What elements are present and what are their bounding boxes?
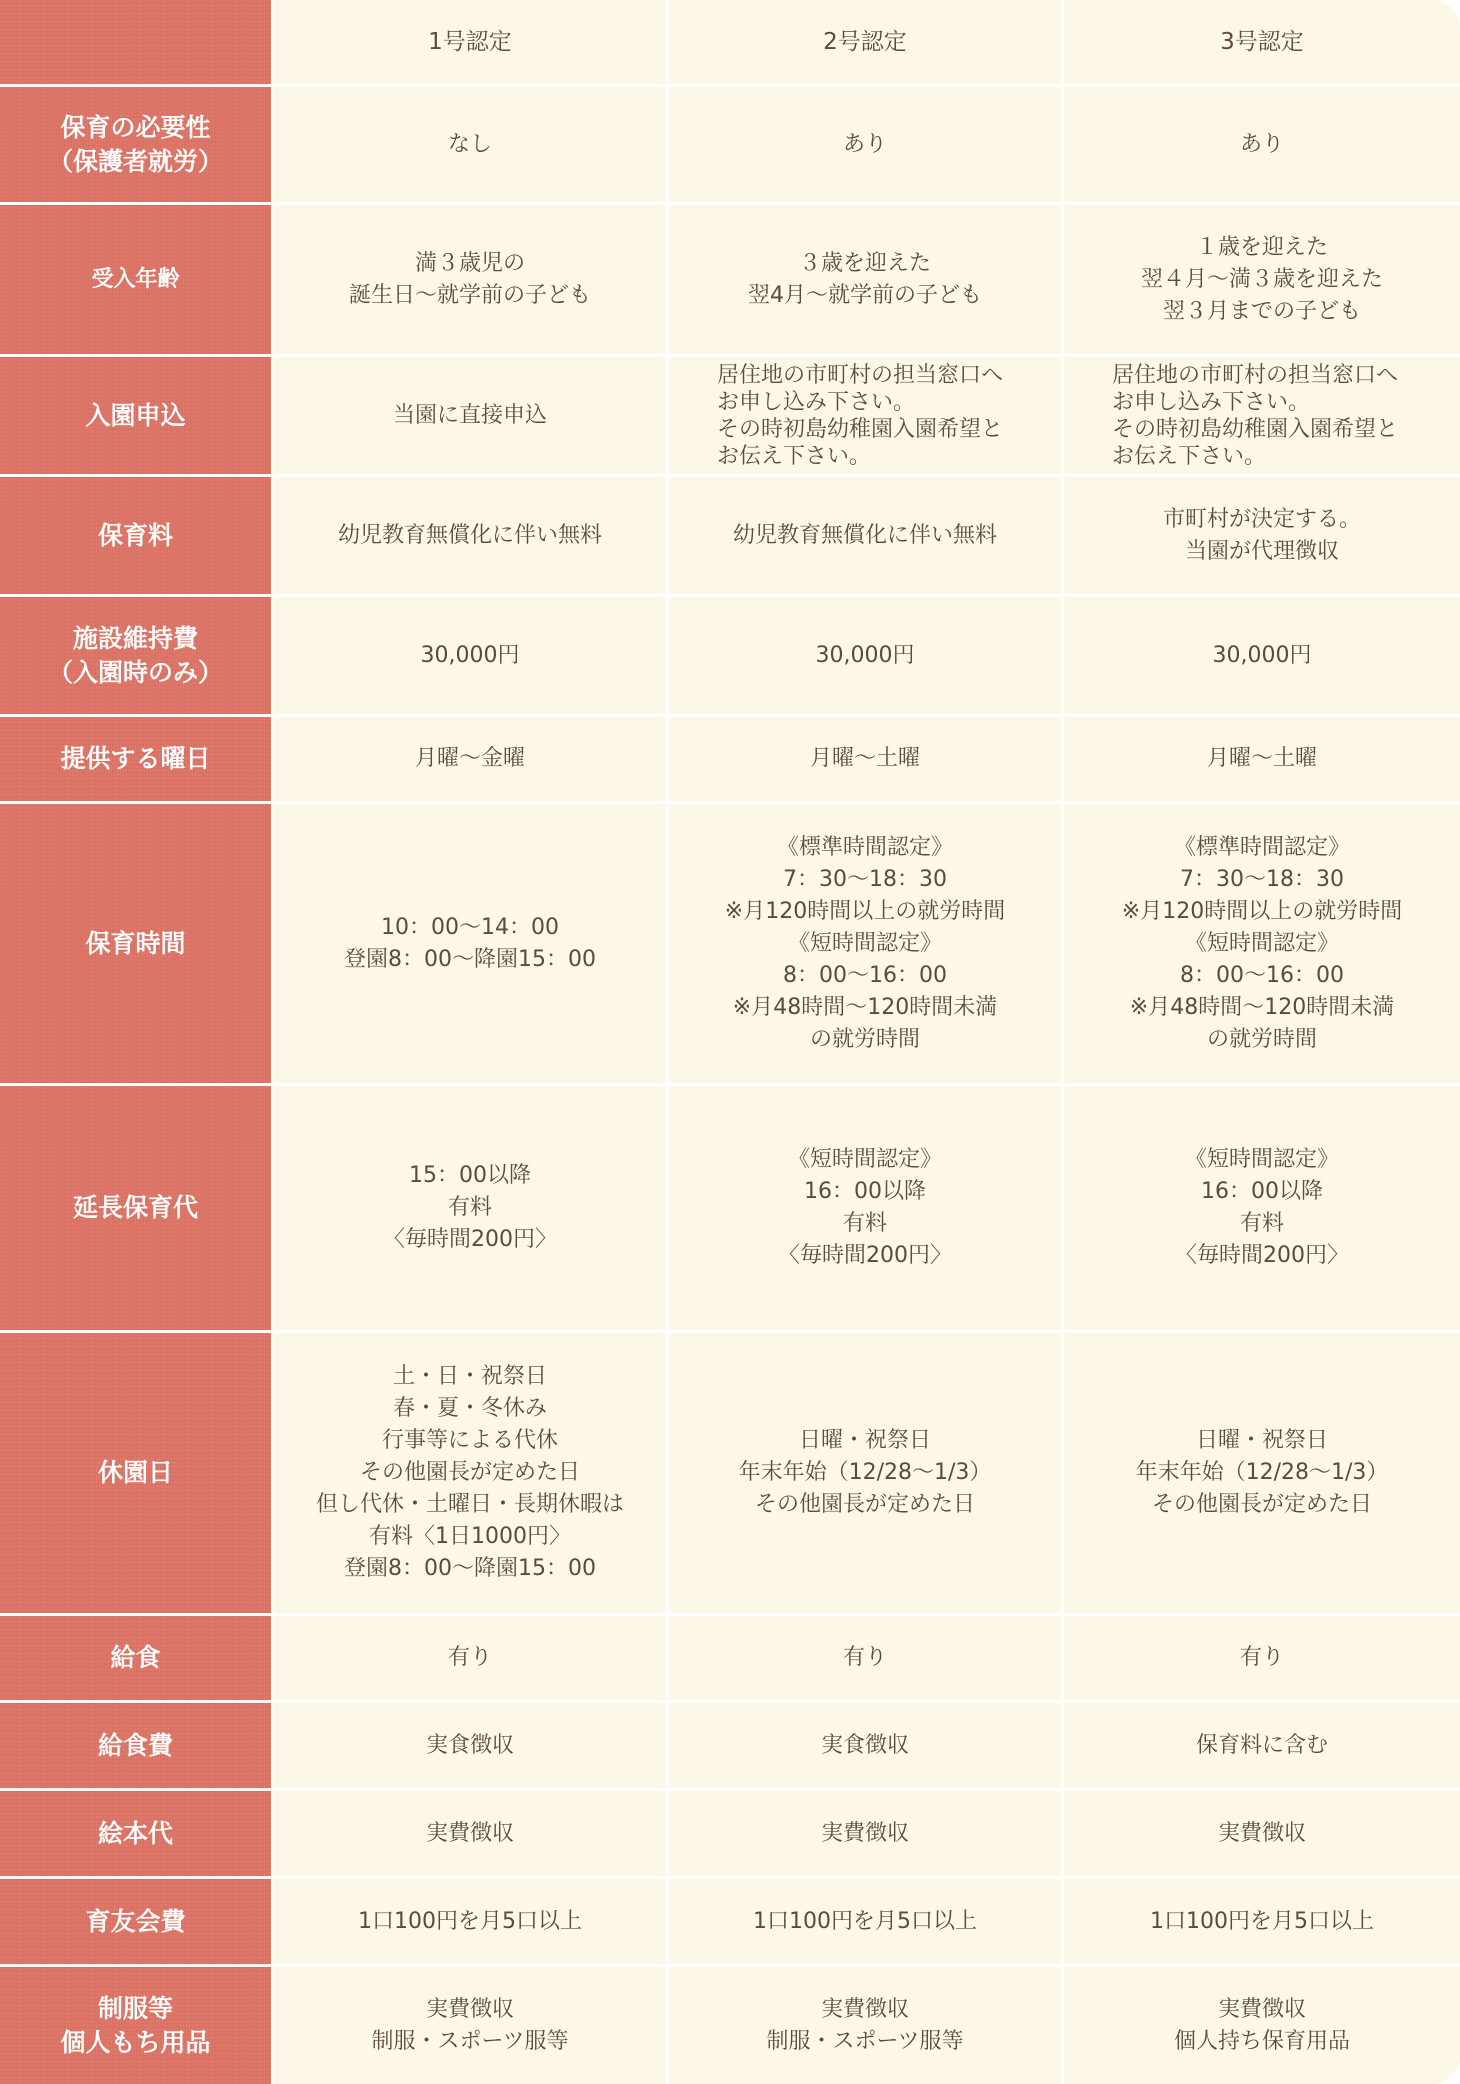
- table-cell: 《標準時間認定》 7：30～18：30 ※月120時間以上の就労時間 《短時間認定》 8：00～16：00 ※月48時間～120時間未満 の就労時間: [1061, 804, 1460, 1086]
- table-cell: 30,000円: [666, 597, 1061, 717]
- table-cell: 日曜・祝祭日 年末年始（12/28～1/3） その他園長が定めた日: [1061, 1333, 1460, 1616]
- table-cell: 月曜～土曜: [1061, 717, 1460, 804]
- column-header-1: 1号認定: [271, 0, 666, 87]
- table-cell: 月曜～土曜: [666, 717, 1061, 804]
- table-cell: 実費徴収 制服・スポーツ服等: [271, 1967, 666, 2084]
- column-header-3: 3号認定: [1061, 0, 1460, 87]
- table-cell: 実費徴収: [271, 1791, 666, 1879]
- table-cell: 有り: [271, 1616, 666, 1703]
- table-cell: 《短時間認定》 16：00以降 有料 〈毎時間200円〉: [1061, 1086, 1460, 1333]
- table-cell: 当園に直接申込: [271, 357, 666, 477]
- table-cell: なし: [271, 87, 666, 205]
- table-cell: 実費徴収 個人持ち保育用品: [1061, 1967, 1460, 2084]
- table-cell: 1口100円を月5口以上: [1061, 1879, 1460, 1967]
- row-label-pta-fee: 育友会費: [0, 1879, 271, 1967]
- table-cell: ３歳を迎えた 翌4月～就学前の子ども: [666, 205, 1061, 357]
- table-cell: 日曜・祝祭日 年末年始（12/28～1/3） その他園長が定めた日: [666, 1333, 1061, 1616]
- table-cell: 実費徴収: [666, 1791, 1061, 1879]
- table-cell: 実費徴収 制服・スポーツ服等: [666, 1967, 1061, 2084]
- table-cell: 10：00～14：00 登園8：00～降園15：00: [271, 804, 666, 1086]
- column-header-2: 2号認定: [666, 0, 1061, 87]
- table-cell: １歳を迎えた 翌４月～満３歳を迎えた 翌３月までの子ども: [1061, 205, 1460, 357]
- table-cell: 30,000円: [1061, 597, 1460, 717]
- row-label-days: 提供する曜日: [0, 717, 271, 804]
- row-label-need: 保育の必要性 （保護者就労）: [0, 87, 271, 205]
- row-label-fee: 保育料: [0, 477, 271, 597]
- table-cell: 月曜～金曜: [271, 717, 666, 804]
- row-label-extended-care: 延長保育代: [0, 1086, 271, 1333]
- table-cell: 土・日・祝祭日 春・夏・冬休み 行事等による代休 その他園長が定めた日 但し代休・土曜日・長期休暇は 有料〈1日1000円〉 登園8：00～降園15：00: [271, 1333, 666, 1616]
- row-label-application: 入園申込: [0, 357, 271, 477]
- row-label-holidays: 休園日: [0, 1333, 271, 1616]
- row-label-picturebook-fee: 絵本代: [0, 1791, 271, 1879]
- table-cell: 幼児教育無償化に伴い無料: [666, 477, 1061, 597]
- table-cell: 有り: [1061, 1616, 1460, 1703]
- header-corner: [0, 0, 271, 87]
- row-label-hours: 保育時間: [0, 804, 271, 1086]
- table-cell: 15：00以降 有料 〈毎時間200円〉: [271, 1086, 666, 1333]
- table-cell: 30,000円: [271, 597, 666, 717]
- row-label-uniform: 制服等 個人もち用品: [0, 1967, 271, 2084]
- table-cell: 有り: [666, 1616, 1061, 1703]
- table-cell: 1口100円を月5口以上: [271, 1879, 666, 1967]
- row-label-meals: 給食: [0, 1616, 271, 1703]
- table-cell: 居住地の市町村の担当窓口へ お申し込み下さい。 その時初島幼稚園入園希望と お伝え下さい。: [1061, 357, 1460, 477]
- row-label-facility-fee: 施設維持費 （入園時のみ）: [0, 597, 271, 717]
- table-cell: 幼児教育無償化に伴い無料: [271, 477, 666, 597]
- table-cell: 実費徴収: [1061, 1791, 1460, 1879]
- table-cell: 《標準時間認定》 7：30～18：30 ※月120時間以上の就労時間 《短時間認定》 8：00～16：00 ※月48時間～120時間未満 の就労時間: [666, 804, 1061, 1086]
- table-cell: 保育料に含む: [1061, 1703, 1460, 1791]
- row-label-age: 受入年齢: [0, 205, 271, 357]
- table-cell: 《短時間認定》 16：00以降 有料 〈毎時間200円〉: [666, 1086, 1061, 1333]
- table-cell: 実食徴収: [271, 1703, 666, 1791]
- table-cell: 市町村が決定する。 当園が代理徴収: [1061, 477, 1460, 597]
- row-label-meal-fee: 給食費: [0, 1703, 271, 1791]
- table-cell: 1口100円を月5口以上: [666, 1879, 1061, 1967]
- table-cell: 実食徴収: [666, 1703, 1061, 1791]
- table-cell: あり: [1061, 87, 1460, 205]
- table-cell: 居住地の市町村の担当窓口へ お申し込み下さい。 その時初島幼稚園入園希望と お伝え下さい。: [666, 357, 1061, 477]
- table-cell: あり: [666, 87, 1061, 205]
- table-cell: 満３歳児の 誕生日～就学前の子ども: [271, 205, 666, 357]
